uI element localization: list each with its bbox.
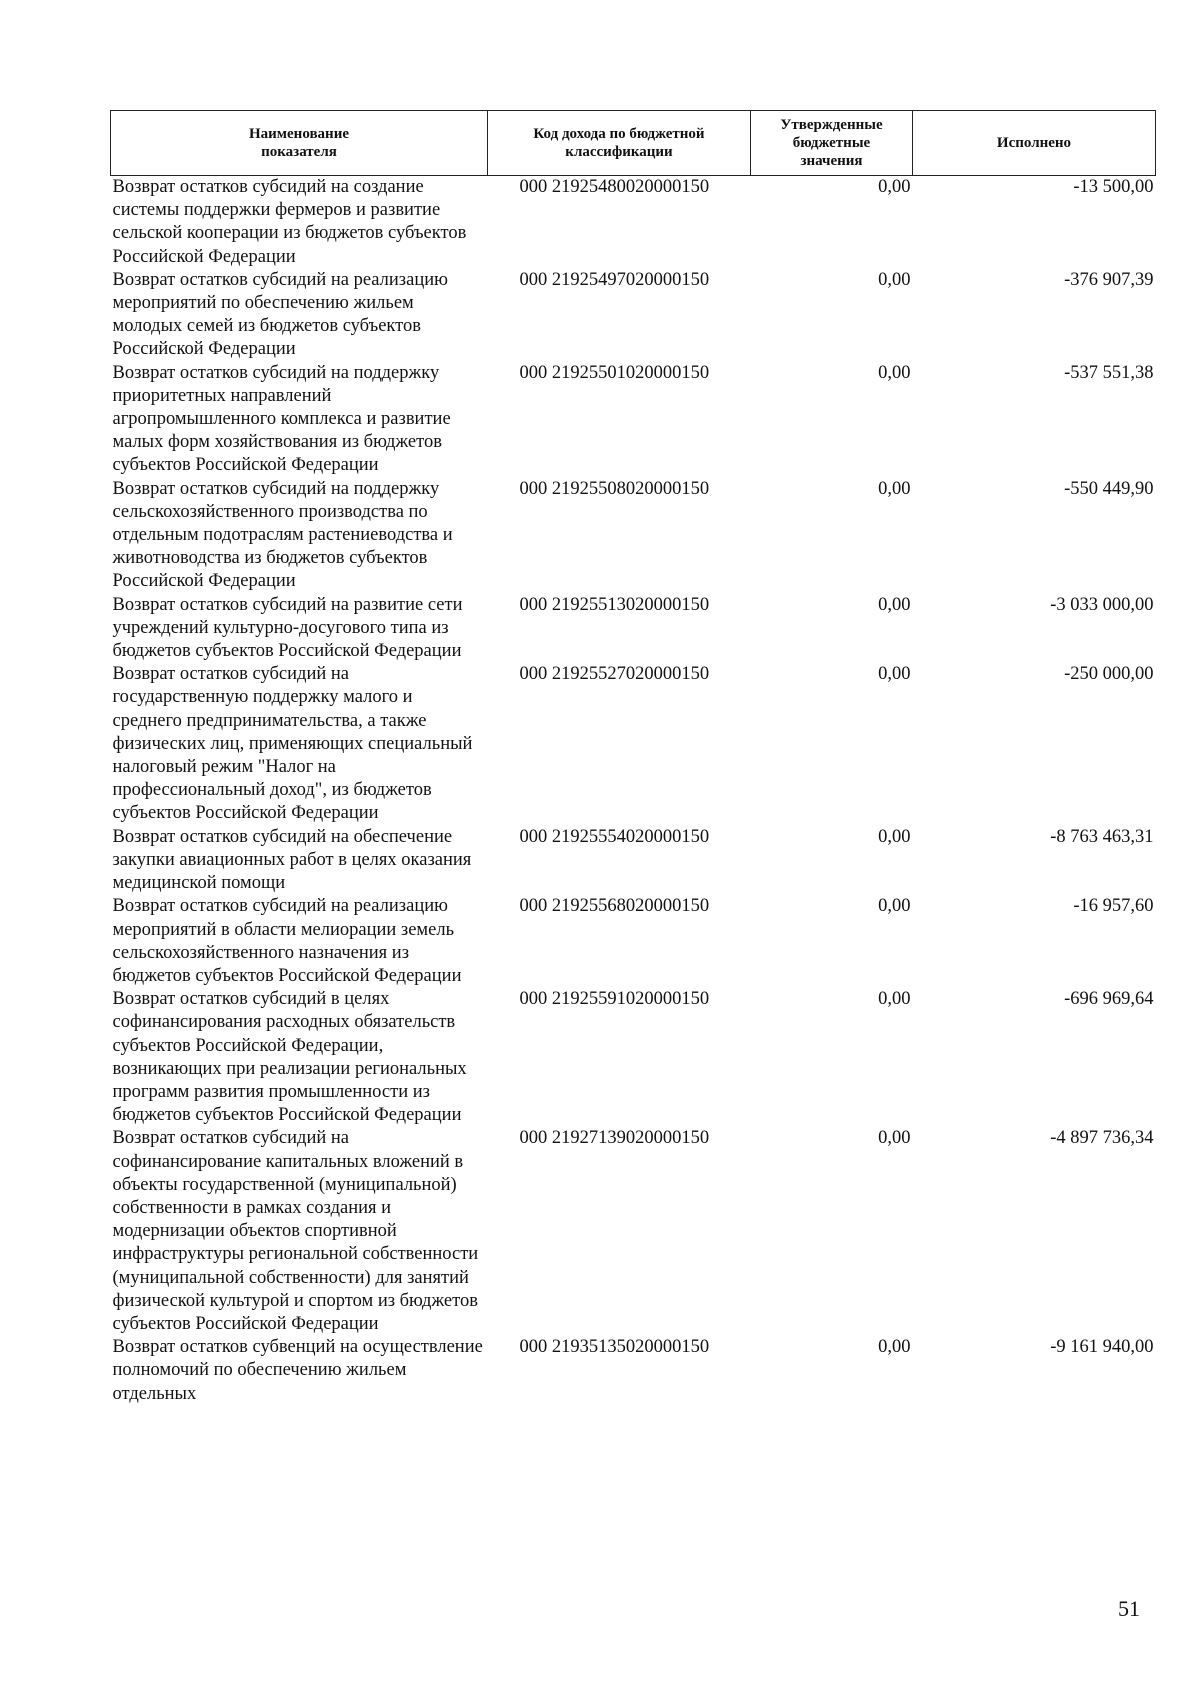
table-row <box>111 362 1156 478</box>
table-row <box>111 478 1156 594</box>
row-approved-value: 0,00 <box>878 989 911 1010</box>
row-indicator-name: Возврат остатков субсидий на поддержку приоритетных направлений агропромышленного комплекса и развитие малых форм хозяйствования из бюджетов субъектов Российской Федерации <box>112 362 451 476</box>
row-executed-value: -9 161 940,00 <box>1050 1337 1154 1358</box>
header-executed: Исполнено <box>913 111 1156 176</box>
row-indicator-name: Возврат остатков субсидий на поддержку сельскохозяйственного производства по отдельным подотраслям растениеводства и животноводства из бюджетов субъектов Российской Федерации <box>112 478 453 592</box>
row-executed-value: -376 907,39 <box>1064 269 1154 290</box>
table-row <box>111 988 1156 1127</box>
row-revenue-code: 000 21925591020000150 <box>519 989 710 1010</box>
row-executed-value: -8 763 463,31 <box>1050 826 1154 847</box>
row-executed-value: -4 897 736,34 <box>1050 1128 1154 1149</box>
row-approved-value: 0,00 <box>878 664 911 685</box>
row-executed-value: -250 000,00 <box>1064 664 1154 685</box>
row-executed-value: -16 957,60 <box>1073 896 1154 917</box>
table-row <box>111 176 1156 269</box>
row-approved-value: 0,00 <box>878 1128 911 1149</box>
table-row <box>111 594 1156 664</box>
header-revenue-code: Код дохода по бюджетной классификации <box>488 111 751 176</box>
budget-revenue-table <box>110 110 1156 1406</box>
row-approved-value: 0,00 <box>878 594 911 615</box>
row-approved-value: 0,00 <box>878 896 911 917</box>
row-indicator-name: Возврат остатков субсидий на развитие сети учреждений культурно-досугового типа из бюджетов субъектов Российской Федерации <box>112 594 463 662</box>
row-indicator-name: Возврат остатков субвенций на осуществление полномочий по обеспечению жильем отдельных <box>112 1337 483 1404</box>
table-row <box>111 1336 1156 1406</box>
row-revenue-code: 000 21925501020000150 <box>519 362 710 383</box>
row-indicator-name: Возврат остатков субсидий на создание системы поддержки фермеров и развитие сельской кооперации из бюджетов субъектов Российской Федерации <box>112 177 467 267</box>
row-indicator-name: Возврат остатков субсидий в целях софинансирования расходных обязательств субъектов Российской Федерации, возникающих при реализации региональных программ развития промышленности из бюджетов субъектов Российской Федерации <box>112 989 467 1126</box>
row-revenue-code: 000 21925568020000150 <box>519 896 710 917</box>
table-row <box>111 269 1156 362</box>
row-approved-value: 0,00 <box>878 269 911 290</box>
row-revenue-code: 000 21925554020000150 <box>519 826 710 847</box>
table-header-row <box>111 111 1156 176</box>
row-indicator-name: Возврат остатков субсидий на обеспечение закупки авиационных работ в целях оказания медицинской помощи <box>112 826 472 894</box>
row-indicator-name: Возврат остатков субсидий на софинансирование капитальных вложений в объекты государственной (муниципальной) собственности в рамках создания и модернизации объектов спортивной инфраструктуры региональной собственности (муниципальной собственности) для занятий физической культурой и спортом из бюджетов субъектов Российской Федерации <box>112 1128 479 1334</box>
header-indicator-name: Наименование показателя <box>111 111 488 176</box>
row-executed-value: -537 551,38 <box>1064 362 1154 383</box>
table-row <box>111 1127 1156 1336</box>
row-executed-value: -696 969,64 <box>1064 989 1154 1010</box>
row-revenue-code: 000 21925508020000150 <box>519 478 710 499</box>
row-indicator-name: Возврат остатков субсидий на государственную поддержку малого и среднего предпринимательства, а также физических лиц, применяющих специальный налоговый режим "Налог на профессиональный доход", из бюджетов субъектов Российской Федерации <box>112 664 473 824</box>
row-executed-value: -550 449,90 <box>1064 478 1154 499</box>
row-revenue-code: 000 21935135020000150 <box>519 1337 710 1358</box>
row-revenue-code: 000 21925513020000150 <box>519 594 710 615</box>
row-executed-value: -3 033 000,00 <box>1050 594 1154 615</box>
page-number: 51 <box>1118 1596 1140 1621</box>
row-indicator-name: Возврат остатков субсидий на реализацию мероприятий по обеспечению жильем молодых семей из бюджетов субъектов Российской Федерации <box>112 269 448 360</box>
row-approved-value: 0,00 <box>878 826 911 847</box>
header-approved-values: Утвержденные бюджетные значения <box>751 111 913 176</box>
row-revenue-code: 000 21925527020000150 <box>519 664 710 685</box>
table-row <box>111 895 1156 988</box>
table-row <box>111 663 1156 825</box>
table-row <box>111 826 1156 896</box>
row-approved-value: 0,00 <box>878 177 911 197</box>
row-executed-value: -13 500,00 <box>1073 177 1154 197</box>
row-approved-value: 0,00 <box>878 478 911 499</box>
row-approved-value: 0,00 <box>878 362 911 383</box>
row-revenue-code: 000 21925480020000150 <box>519 177 710 197</box>
row-indicator-name: Возврат остатков субсидий на реализацию мероприятий в области мелиорации земель сельскохозяйственного назначения из бюджетов субъектов Российской Федерации <box>112 896 462 986</box>
row-revenue-code: 000 21925497020000150 <box>519 269 710 290</box>
row-approved-value: 0,00 <box>878 1337 911 1358</box>
row-revenue-code: 000 21927139020000150 <box>519 1128 710 1149</box>
